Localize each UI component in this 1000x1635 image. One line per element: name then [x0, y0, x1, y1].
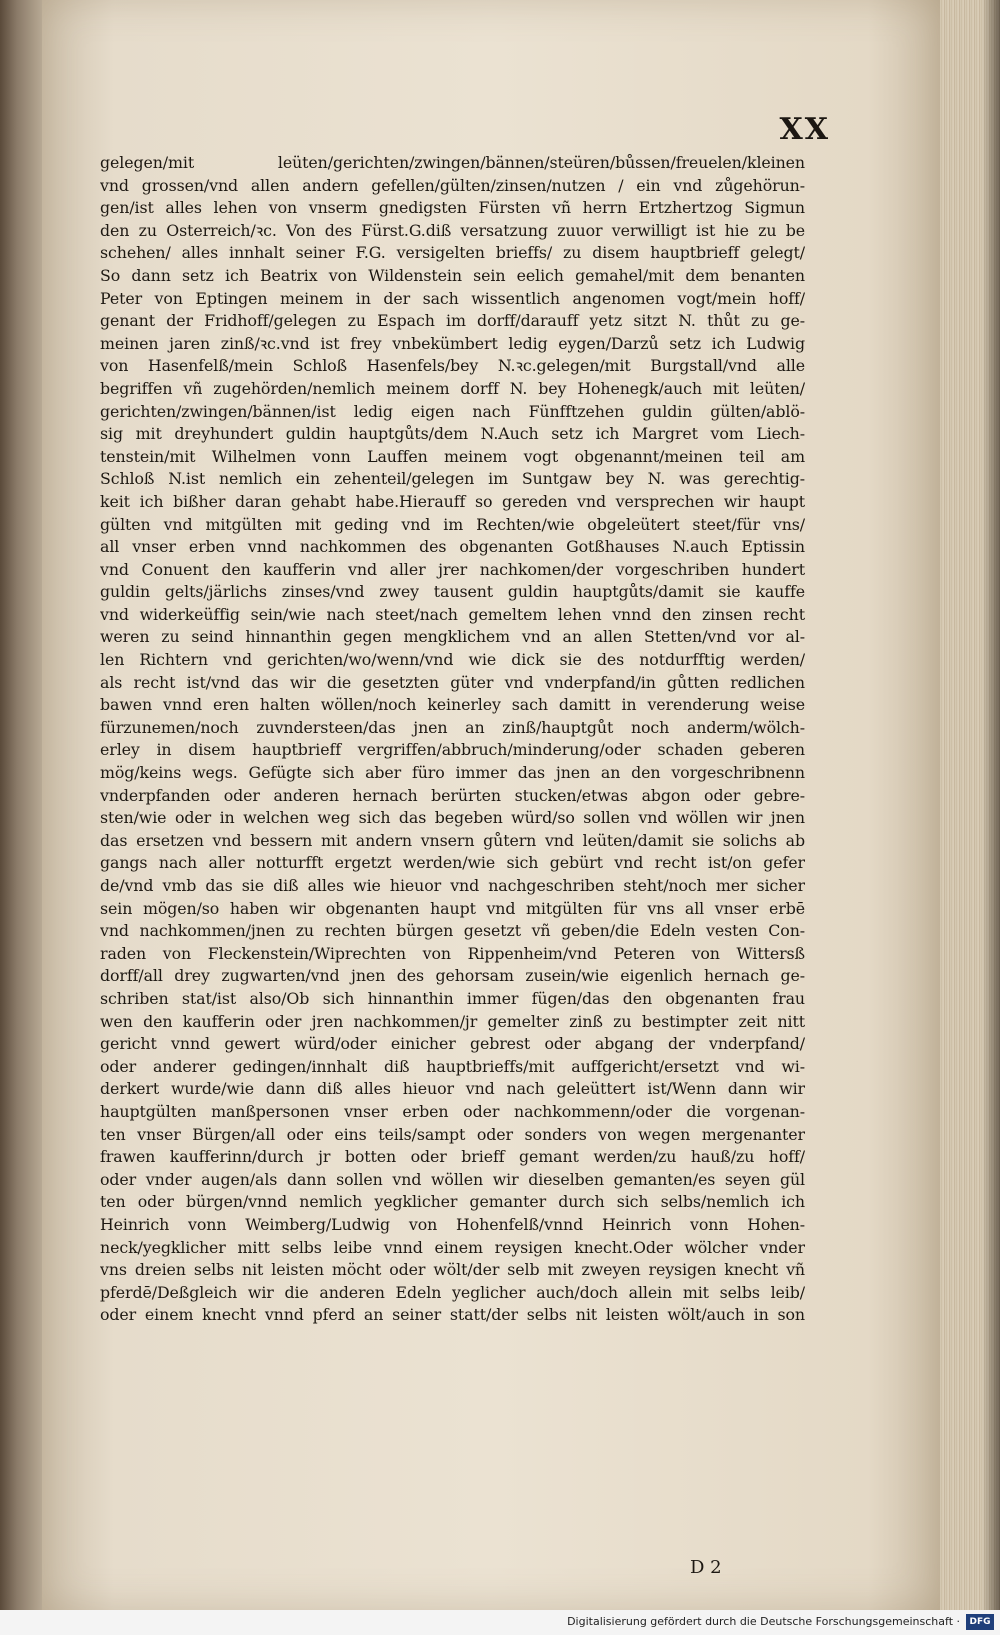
text-line: guldin gelts/järlichs zinses/vnd zwey tausent guldin hauptgůts/damit sie kauffe [100, 582, 805, 602]
text-line: gen/ist alles lehen von vnserm gnedigsten Fürsten vñ herrn Ertzhertzog Sigmun [100, 198, 805, 218]
text-line: ten oder bürgen/vnnd nemlich yegklicher gemanter durch sich selbs/nemlich ich [100, 1192, 805, 1212]
text-line: das ersetzen vnd bessern mit andern vnsern gůtern vnd leüten/damit sie solichs ab [100, 830, 805, 850]
text-line: oder einem knecht vnnd pferd an seiner statt/der selbs nit leisten wölt/auch in son [100, 1305, 805, 1325]
text-line: vnd widerkeüffig sein/wie nach steet/nach gemeltem lehen vnnd den zinsen recht [100, 604, 805, 624]
text-line: vnderpfanden oder anderen hernach berürten stucken/etwas abgon oder gebre- [100, 785, 805, 805]
funding-credit: Digitalisierung gefördert durch die Deutsche Forschungsgemeinschaft · [567, 1615, 960, 1628]
text-line: erley in disem hauptbrieff vergriffen/abbruch/minderung/oder schaden geberen [100, 740, 805, 760]
dfg-logo-icon: DFG [966, 1614, 994, 1630]
text-line: vnd Conuent den kaufferin vnd aller jrer nachkomen/der vorgeschriben hundert [100, 559, 805, 579]
text-line: von Hasenfelß/mein Schloß Hasenfels/bey N.ꝛc.gelegen/mit Burgstall/vnd alle [100, 356, 805, 376]
digitization-footer [0, 1610, 1000, 1635]
text-line: bawen vnnd eren halten wöllen/noch keinerley sach damitt in verenderung weise [100, 695, 805, 715]
text-line: gerichten/zwingen/bännen/ist ledig eigen nach Fünfftzehen guldin gülten/ablö- [100, 401, 805, 421]
text-line: Schloß N.ist nemlich ein zehenteil/gelegen im Suntgaw bey N. was gerechtig- [100, 469, 805, 489]
text-line: sten/wie oder in welchen weg sich das begeben würd/so sollen vnd wöllen wir jnen [100, 808, 805, 828]
text-line: ten vnser Bürgen/all oder eins teils/sampt oder sonders von wegen mergenanter [100, 1124, 805, 1144]
text-line: schehen/ alles innhalt seiner F.G. versigelten brieffs/ zu disem hauptbrieff gelegt/ [100, 243, 805, 263]
text-line: Peter von Eptingen meinem in der sach wissentlich angenomen vogt/mein hoff/ [100, 288, 805, 308]
folio-number: XX [779, 112, 830, 147]
text-line: de/vnd vmb das sie diß alles wie hieuor vnd nachgeschriben steht/noch mer sicher [100, 876, 805, 895]
text-line: sein mögen/so haben wir obgenanten haupt vnd mitgülten für vns all vnser erbē [100, 898, 805, 918]
text-line: gülten vnd mitgülten mit geding vnd im Rechten/wie obgeleütert steet/für vns/ [100, 514, 805, 534]
text-line: begriffen vñ zugehörden/nemlich meinem dorff N. bey Hohenegk/auch mit leüten/ [100, 378, 805, 398]
text-line: Heinrich vonn Weimberg/Ludwig von Hohenfelß/vnnd Heinrich vonn Hohen- [100, 1214, 805, 1234]
text-line: keit ich bißher daran gehabt habe.Hierauff so gereden vnd versprechen wir haupt [100, 491, 805, 511]
text-line: raden von Fleckenstein/Wiprechten von Rippenheim/vnd Peteren von Wittersß [100, 943, 805, 963]
text-line: frawen kaufferinn/durch jr botten oder brieff gemant werden/zu hauß/zu hoff/ [100, 1147, 805, 1167]
book-spine [0, 0, 42, 1635]
text-line: vnd nachkommen/jnen zu rechten bürgen gesetzt vñ geben/die Edeln vesten Con- [100, 921, 805, 941]
text-line: schriben stat/ist also/Ob sich hinnanthin immer fügen/das den obgenanten frau [100, 988, 805, 1008]
text-line: gelegen/mit leüten/gerichten/zwingen/bännen/steüren/bůssen/freuelen/kleinen [100, 153, 805, 172]
text-line: oder anderer gedingen/innhalt diß hauptbrieffs/mit auffgericht/ersetzt vnd wi- [100, 1056, 805, 1076]
text-line: wen den kaufferin oder jren nachkommen/jr gemelter zinß zu bestimpter zeit nitt [100, 1011, 805, 1031]
text-line: pferdē/Deßgleich wir die anderen Edeln yeglicher auch/doch allein mit selbs leib/ [100, 1282, 805, 1302]
text-line: mög/keins wegs. Gefügte sich aber füro immer das jnen an den vorgeschribnenn [100, 763, 805, 783]
text-line: hauptgülten manßpersonen vnser erben oder nachkommenn/oder die vorgenan- [100, 1101, 805, 1121]
text-line: als recht ist/vnd das wir die gesetzten güter vnd vnderpfand/in gůtten redlichen [100, 672, 805, 692]
text-line: meinen jaren zinß/ꝛc.vnd ist frey vnbekümbert ledig eygen/Darzů setz ich Ludwig [100, 333, 805, 353]
text-line: So dann setz ich Beatrix von Wildenstein sein eelich gemahel/mit dem benanten [100, 265, 805, 285]
body-text [100, 152, 805, 1327]
text-line: all vnser erben vnnd nachkommen des obgenanten Gotßhauses N.auch Eptissin [100, 537, 805, 557]
page-edges [940, 0, 1000, 1610]
text-line: vns dreien selbs nit leisten möcht oder wölt/der selb mit zweyen reysigen knecht vñ [100, 1260, 805, 1280]
signature-mark: D 2 [690, 1557, 722, 1578]
text-line: fürzunemen/noch zuvndersteen/das jnen an zinß/hauptgůt noch anderm/wölch- [100, 717, 805, 737]
text-line: den zu Osterreich/ꝛc. Von des Fürst.G.diß versatzung zuuor verwilligt ist hie zu be [100, 220, 805, 240]
text-line: sig mit dreyhundert guldin hauptgůts/dem N.Auch setz ich Margret vom Liech- [100, 424, 805, 444]
text-line: derkert wurde/wie dann diß alles hieuor vnd nach geleüttert ist/Wenn dann wir [100, 1079, 805, 1099]
text-line: len Richtern vnd gerichten/wo/wenn/vnd wie dick sie des notdurfftig werden/ [100, 650, 805, 670]
text-line: weren zu seind hinnanthin gegen mengklichem vnd an allen Stetten/vnd vor al- [100, 627, 805, 647]
text-line: gericht vnnd gewert würd/oder einicher gebrest oder abgang der vnderpfand/ [100, 1034, 805, 1054]
text-line: genant der Fridhoff/gelegen zu Espach im dorff/darauff yetz sitzt N. thůt zu ge- [100, 311, 805, 331]
text-line: dorff/all drey zugwarten/vnd jnen des gehorsam zusein/wie eigenlich hernach ge- [100, 966, 805, 986]
text-line: vnd grossen/vnd allen andern gefellen/gülten/zinsen/nutzen / ein vnd zůgehörun- [100, 175, 805, 195]
text-line: gangs nach aller notturfft ergetzt werden/wie sich gebürt vnd recht ist/on gefer [100, 853, 805, 873]
text-line: oder vnder augen/als dann sollen vnd wöllen wir dieselben gemanten/es seyen gül [100, 1169, 805, 1189]
text-line: neck/yegklicher mitt selbs leibe vnnd einem reysigen knecht.Oder wölcher vnder [100, 1237, 805, 1257]
text-line: tenstein/mit Wilhelmen vonn Lauffen meinem vogt obgenannt/meinen teil am [100, 446, 805, 466]
